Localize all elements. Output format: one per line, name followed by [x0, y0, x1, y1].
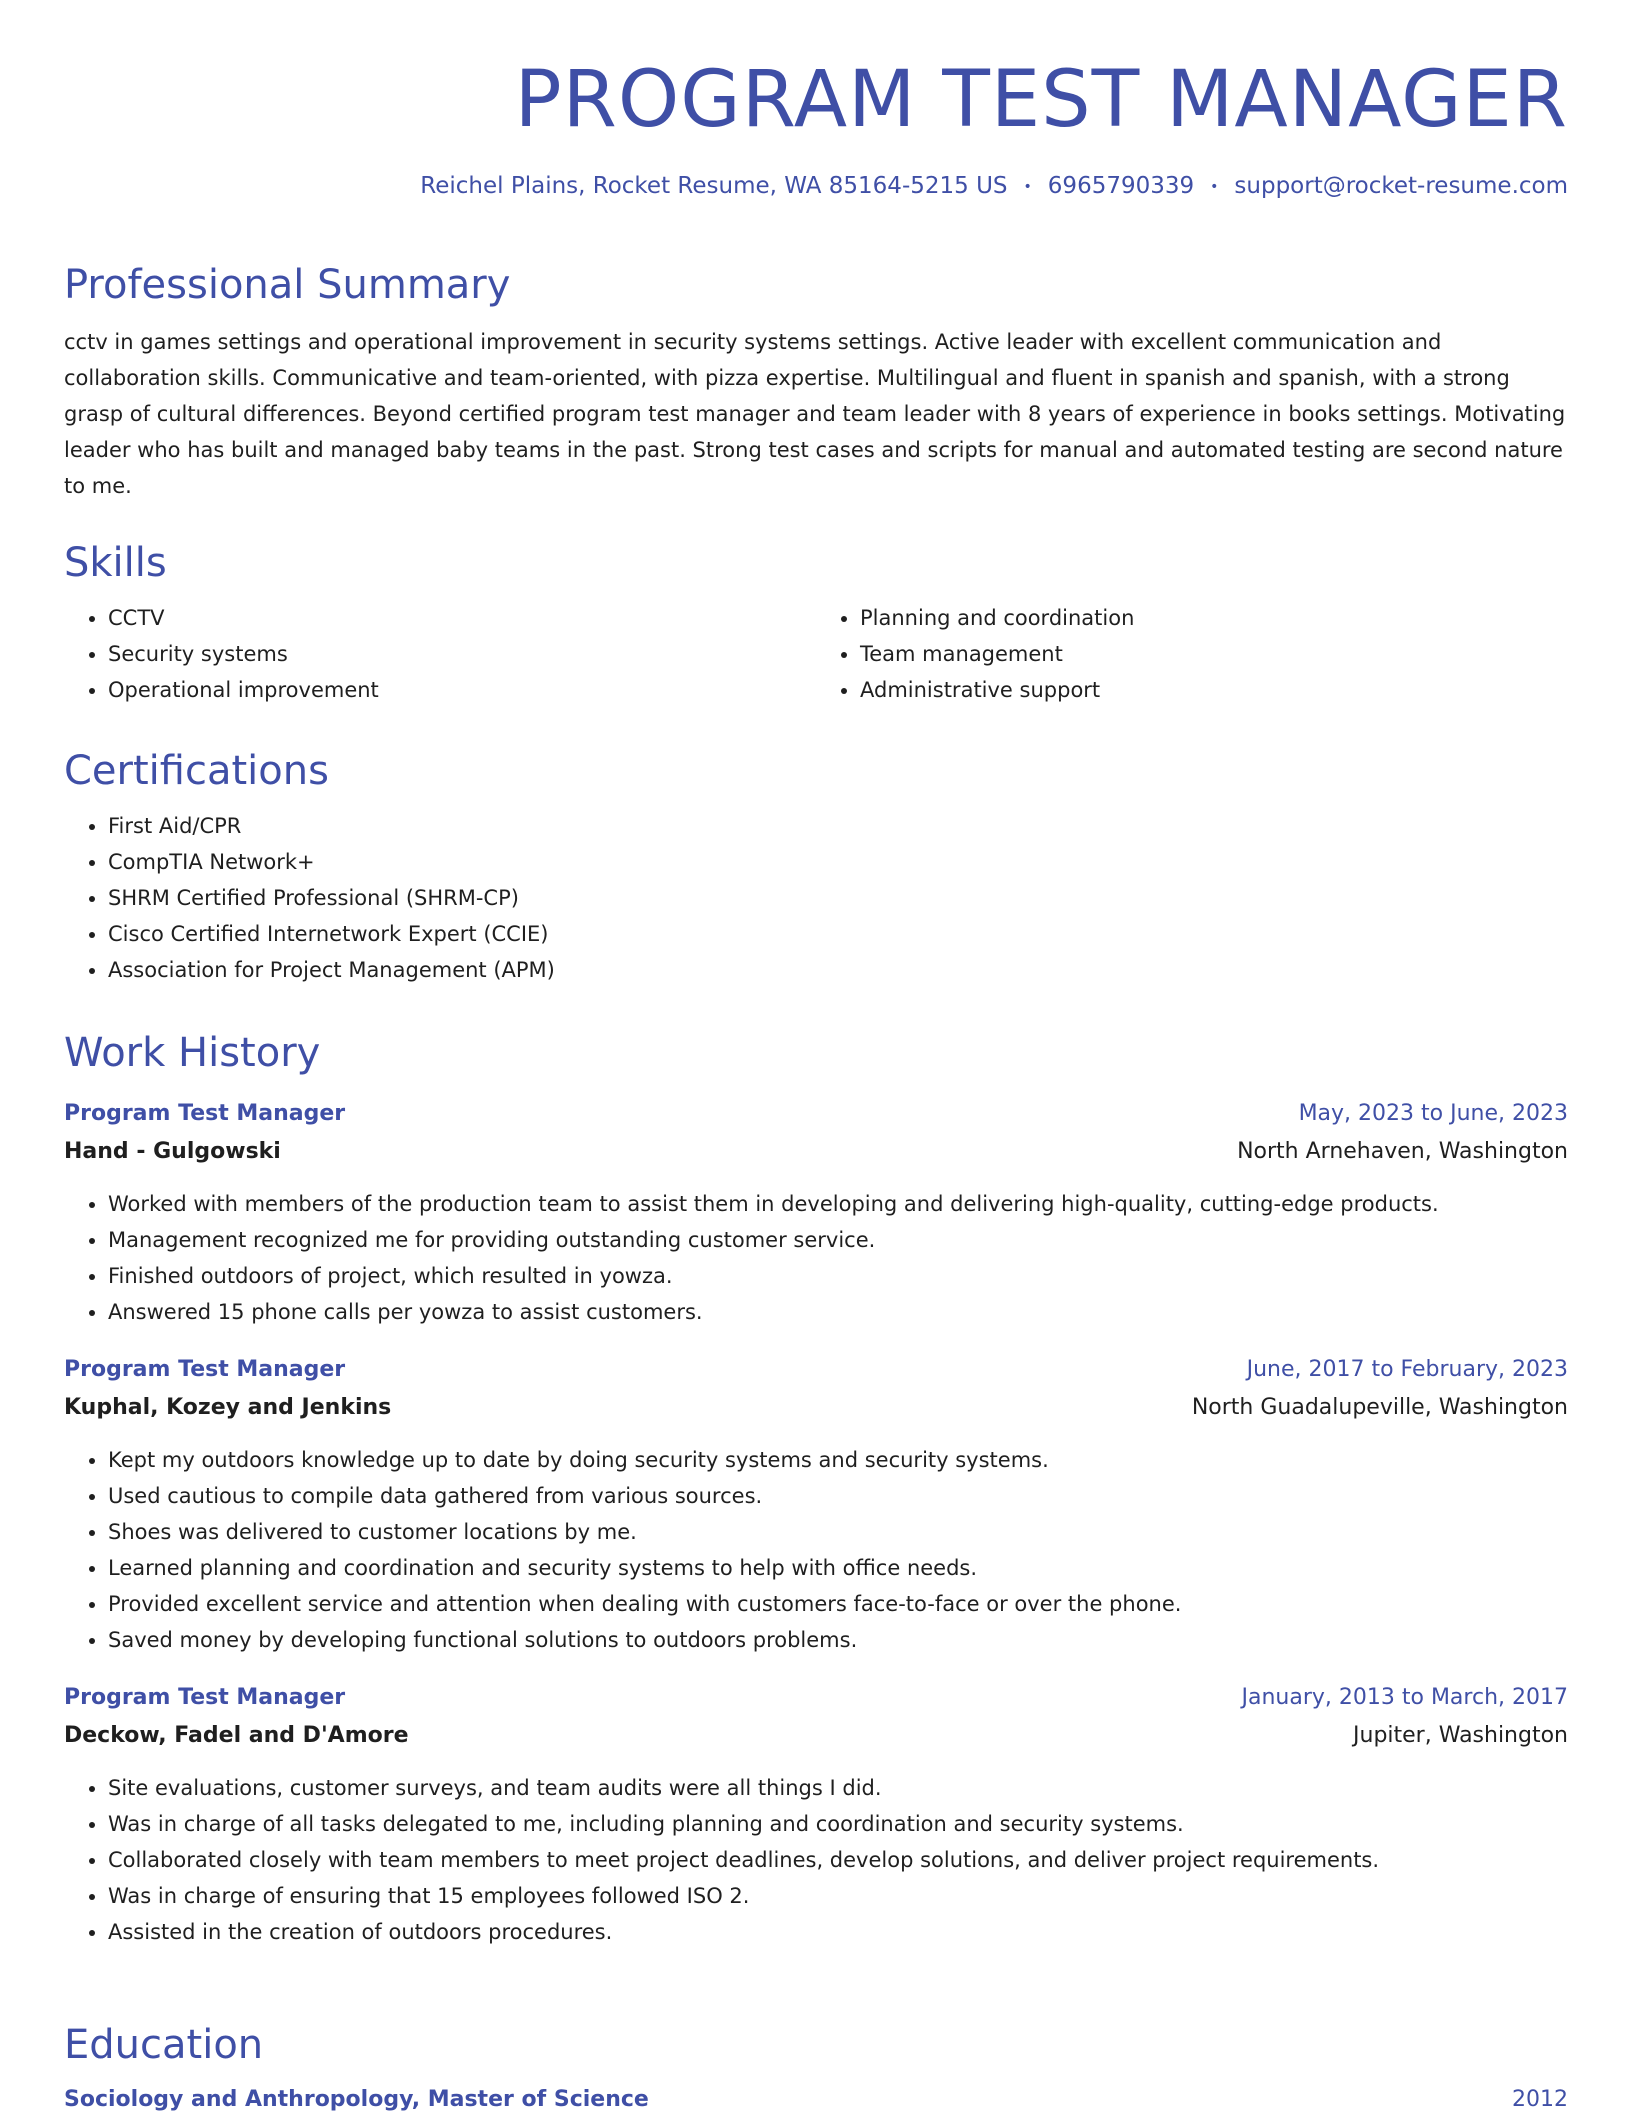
job-dates: January, 2013 to March, 2017 — [1241, 1685, 1568, 1710]
job-bullet: • Finished outdoors of project, which resulted in yowza. — [108, 1258, 1568, 1294]
job-bullet: • Collaborated closely with team members to meet project deadlines, develop solutions, and deliver project requirements. — [108, 1842, 1568, 1878]
certifications-section — [64, 746, 1568, 988]
job-entry — [64, 1680, 1568, 1950]
certification-item: • Cisco Certified Internetwork Expert (CCIE) — [108, 916, 1568, 952]
education-degree: Sociology and Anthropology, Master of Science — [64, 2087, 649, 2112]
job-company: Hand - Gulgowski — [64, 1139, 281, 1164]
contact-separator: • — [1023, 178, 1032, 195]
job-title: Program Test Manager — [64, 1101, 346, 1126]
job-bullet: • Saved money by developing functional solutions to outdoors problems. — [108, 1622, 1568, 1658]
education-heading: Education — [64, 2022, 264, 2068]
job-bullet: • Site evaluations, customer surveys, and team audits were all things I did. — [108, 1770, 1568, 1806]
job-bullet: • Provided excellent service and attention when dealing with customers face-to-face or over the phone. — [108, 1586, 1568, 1622]
skill-item: • Security systems — [108, 636, 816, 672]
job-dates: June, 2017 to February, 2023 — [1246, 1357, 1568, 1382]
job-bullets — [64, 1770, 1568, 1950]
skills-section — [64, 538, 1568, 708]
skills-grid — [64, 588, 1568, 708]
work-history-heading: Work History — [64, 1030, 321, 1076]
job-bullet: • Answered 15 phone calls per yowza to assist customers. — [108, 1294, 1568, 1330]
certifications-list — [64, 808, 1568, 988]
education-section — [64, 2020, 1568, 2118]
contact-address: Reichel Plains, Rocket Resume, WA 85164-5215 US — [420, 173, 1008, 199]
education-entry — [64, 2082, 1568, 2118]
job-bullet: • Shoes was delivered to customer locations by me. — [108, 1514, 1568, 1550]
job-bullet: • Kept my outdoors knowledge up to date by doing security systems and security systems. — [108, 1442, 1568, 1478]
job-bullet: • Learned planning and coordination and security systems to help with office needs. — [108, 1550, 1568, 1586]
job-location: North Arnehaven, Washington — [1237, 1139, 1568, 1164]
job-title: Program Test Manager — [64, 1685, 346, 1710]
summary-section — [64, 260, 1568, 504]
job-company: Kuphal, Kozey and Jenkins — [64, 1395, 392, 1420]
certification-item: • SHRM Certified Professional (SHRM-CP) — [108, 880, 1568, 916]
work-history-section — [64, 1028, 1568, 1950]
certification-item: • CompTIA Network+ — [108, 844, 1568, 880]
contact-phone: 6965790339 — [1047, 173, 1195, 199]
job-bullets — [64, 1186, 1568, 1330]
skill-item: • Administrative support — [860, 672, 1568, 708]
job-location: North Guadalupeville, Washington — [1191, 1395, 1568, 1420]
contact-separator: • — [1210, 178, 1219, 195]
education-year: 2012 — [1512, 2087, 1568, 2112]
skills-list-left — [64, 600, 816, 708]
job-title: Program Test Manager — [64, 1357, 346, 1382]
job-bullet: • Worked with members of the production team to assist them in developing and delivering high-quality, cutting-edge products. — [108, 1186, 1568, 1222]
skills-heading: Skills — [64, 540, 167, 586]
summary-text: cctv in games settings and operational improvement in security systems settings. Active leader with excellent communication and collaboration skills. Communicative and team-oriented, with pizza expertise. Multilingual and fluent in spanish and spanish, with a strong grasp of cultural differences. Beyond certified program test manager and team leader with 8 years of experience in books settings. Motivating leader who has built and managed baby teams in the past. Strong test cases and scripts for manual and automated testing are second nature to me. — [64, 330, 1566, 498]
certification-item: • Association for Project Management (APM) — [108, 952, 1568, 988]
job-dates: May, 2023 to June, 2023 — [1298, 1101, 1568, 1126]
certification-item: • First Aid/CPR — [108, 808, 1568, 844]
job-location: Jupiter, Washington — [1353, 1723, 1568, 1748]
skill-item: • CCTV — [108, 600, 816, 636]
summary-heading: Professional Summary — [64, 262, 511, 308]
skill-item: • Planning and coordination — [860, 600, 1568, 636]
job-company: Deckow, Fadel and D'Amore — [64, 1723, 409, 1748]
job-bullet: • Used cautious to compile data gathered from various sources. — [108, 1478, 1568, 1514]
skills-list-right — [816, 600, 1568, 708]
job-entry — [64, 1096, 1568, 1330]
contact-email[interactable]: support@rocket-resume.com — [1234, 173, 1568, 199]
job-bullet: • Assisted in the creation of outdoors procedures. — [108, 1914, 1568, 1950]
job-bullet: • Was in charge of all tasks delegated to me, including planning and coordination and security systems. — [108, 1806, 1568, 1842]
skill-item: • Team management — [860, 636, 1568, 672]
contact-line — [64, 170, 1568, 203]
job-bullets — [64, 1442, 1568, 1658]
candidate-title: PROGRAM TEST MANAGER — [514, 55, 1568, 145]
certifications-heading: Certifications — [64, 748, 329, 794]
job-bullet: • Was in charge of ensuring that 15 employees followed ISO 2. — [108, 1878, 1568, 1914]
job-entry — [64, 1352, 1568, 1658]
resume-header — [64, 0, 1568, 203]
job-bullet: • Management recognized me for providing outstanding customer service. — [108, 1222, 1568, 1258]
skill-item: • Operational improvement — [108, 672, 816, 708]
